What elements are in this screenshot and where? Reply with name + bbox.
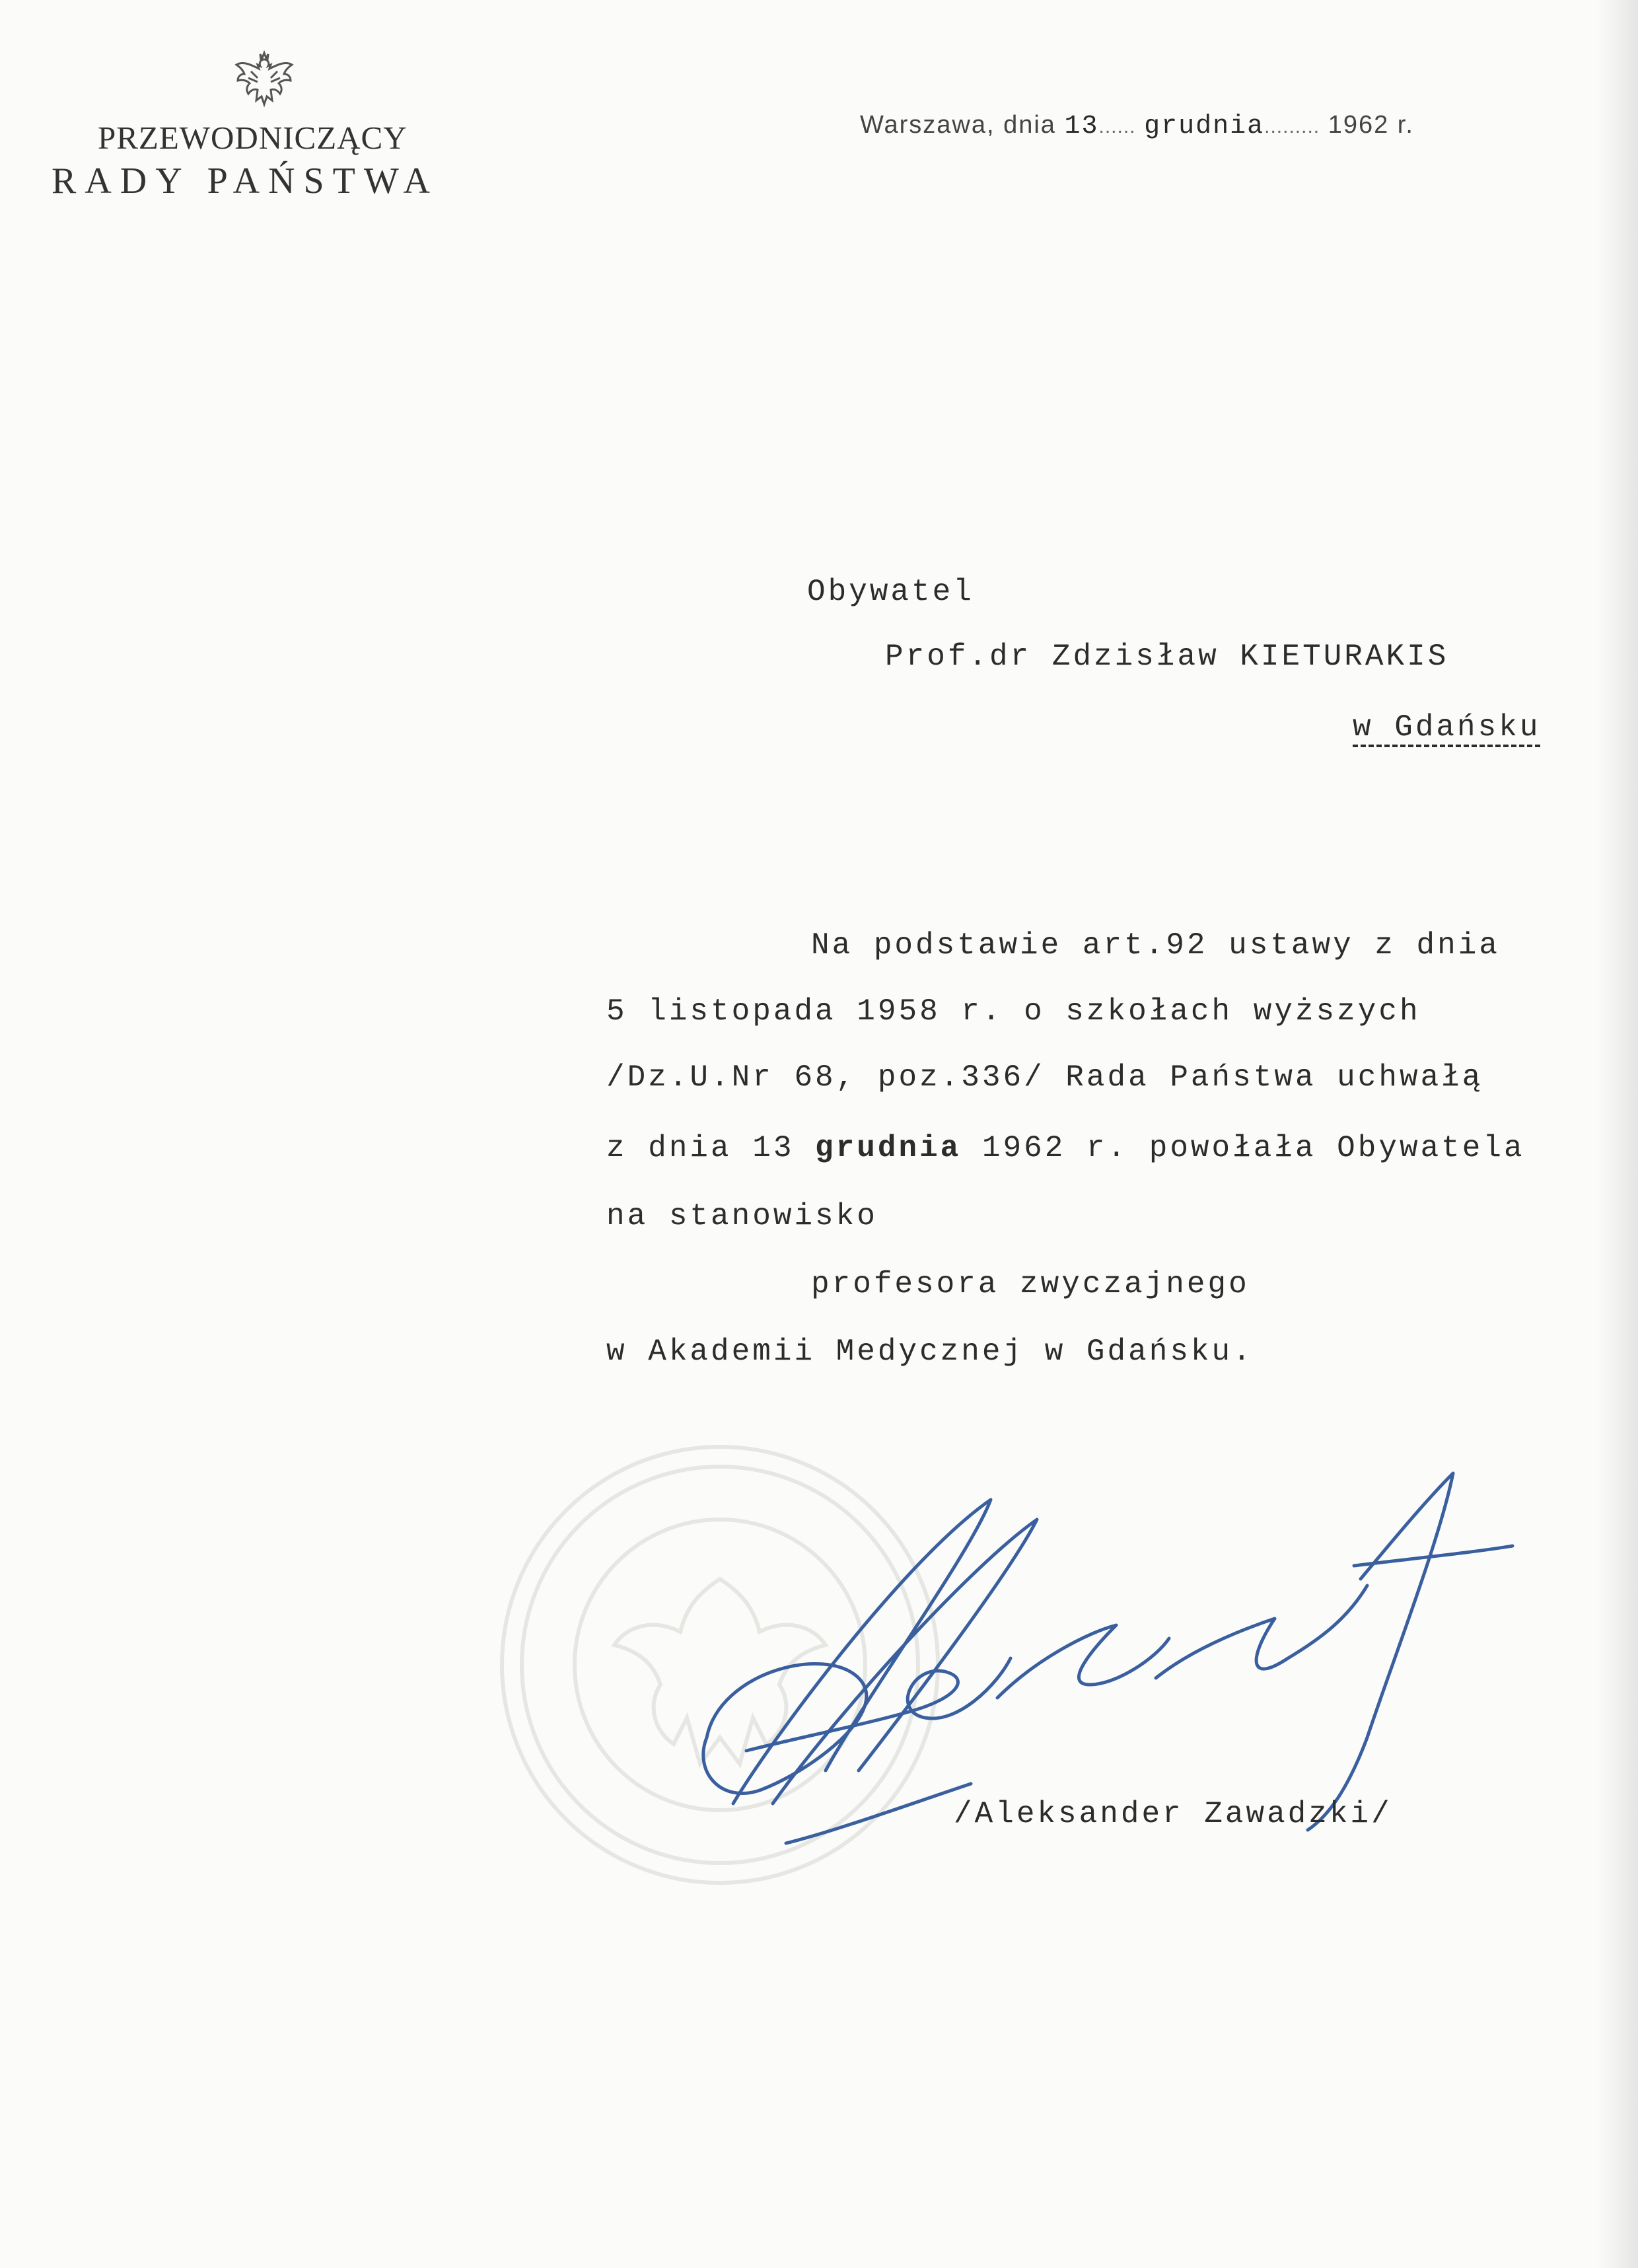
- polish-eagle-icon: [231, 48, 297, 114]
- recipient-name: Prof.dr Zdzisław KIETURAKIS: [885, 640, 1449, 674]
- salutation: Obywatel: [807, 575, 974, 609]
- body-line-5: na stanowisko: [606, 1199, 878, 1233]
- date-month: grudnia: [1144, 112, 1265, 141]
- body-line-4-start: z dnia 13: [606, 1131, 816, 1165]
- date-line: [860, 111, 1414, 141]
- body-line-4-month: grudnia: [815, 1131, 962, 1165]
- body-line-6: profesora zwyczajnego: [811, 1267, 1250, 1301]
- page-edge-shadow: [1597, 0, 1638, 2268]
- body-line-1: Na podstawie art.92 ustawy z dnia: [811, 928, 1500, 963]
- date-year: 1962: [1328, 111, 1390, 139]
- date-prefix: Warszawa, dnia: [860, 111, 1056, 139]
- body-line-4: [606, 1131, 1525, 1165]
- recipient-city: w Gdańsku: [1353, 710, 1541, 745]
- body-line-4-end: 1962 r. powołała Obywatela: [961, 1131, 1525, 1165]
- letterhead-title: PRZEWODNICZĄCY: [98, 120, 408, 156]
- date-day: 13: [1064, 112, 1099, 141]
- signatory-name: /Aleksander Zawadzki/: [954, 1797, 1392, 1831]
- body-line-3: /Dz.U.Nr 68, poz.336/ Rada Państwa uchwałą: [606, 1060, 1483, 1095]
- date-dots-2: .........: [1264, 116, 1320, 137]
- body-line-7: w Akademii Medycznej w Gdańsku.: [606, 1335, 1254, 1369]
- body-line-2: 5 listopada 1958 r. o szkołach wyższych: [606, 994, 1421, 1029]
- date-suffix: r.: [1397, 111, 1414, 139]
- letterhead-subtitle: RADY PAŃSTWA: [52, 161, 439, 201]
- date-dots-1: ......: [1098, 116, 1136, 137]
